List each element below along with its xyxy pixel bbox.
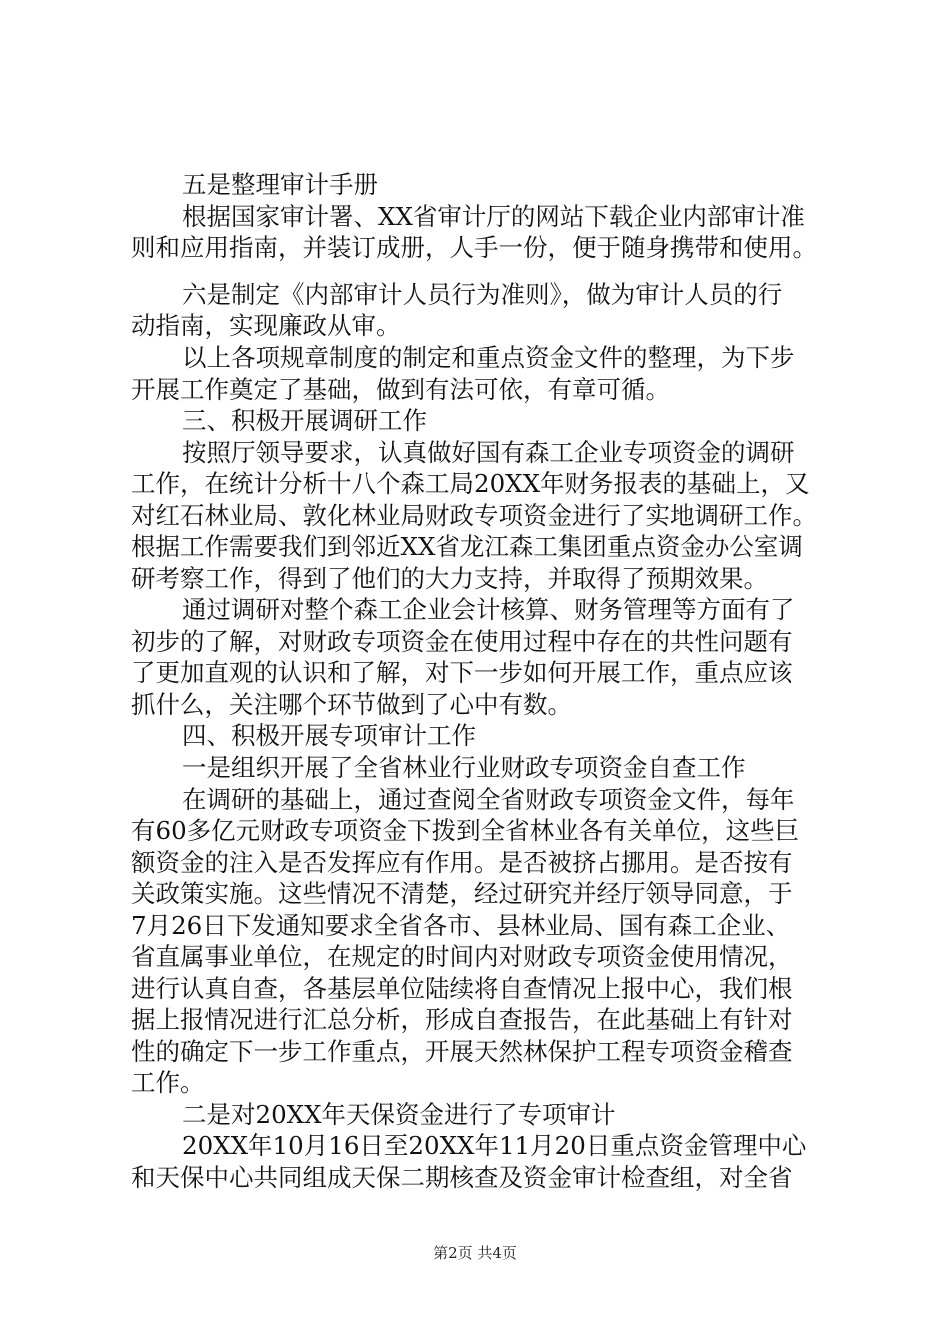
text-line: 工作。 bbox=[131, 1068, 205, 1097]
text-line: 在调研的基础上，通过查阅全省财政专项资金文件，每年 bbox=[182, 785, 795, 814]
text-line: 动指南，实现廉政从审。 bbox=[131, 311, 401, 340]
text-line: 六是制定《内部审计人员行为准则》，做为审计人员的行 bbox=[182, 280, 783, 309]
text-line: 五是整理审计手册 bbox=[182, 170, 378, 199]
text-line: 对红石林业局、敦化林业局财政专项资金进行了实地调研工作。 bbox=[131, 501, 817, 530]
text-line: 根据国家审计署、XX省审计厅的网站下载企业内部审计准 bbox=[182, 202, 805, 231]
text-line: 有60多亿元财政专项资金下拨到全省林业各有关单位，这些巨 bbox=[131, 816, 800, 845]
section-heading: 三、积极开展调研工作 bbox=[182, 406, 427, 435]
text-line: 以上各项规章制度的制定和重点资金文件的整理，为下步 bbox=[182, 343, 795, 372]
text-line: 额资金的注入是否发挥应有作用。是否被挤占挪用。是否按有 bbox=[131, 848, 793, 877]
page-number-footer: 第2页 共4页 bbox=[433, 1244, 517, 1262]
text-line: 初步的了解，对财政专项资金在使用过程中存在的共性问题有 bbox=[131, 627, 793, 656]
text-line: 了更加直观的认识和了解，对下一步如何开展工作，重点应该 bbox=[131, 658, 793, 687]
section-heading: 四、积极开展专项审计工作 bbox=[182, 721, 476, 750]
text-line: 性的确定下一步工作重点，开展天然林保护工程专项资金稽查 bbox=[131, 1037, 793, 1066]
text-line: 和天保中心共同组成天保二期核查及资金审计检查组，对全省 bbox=[131, 1163, 793, 1192]
text-line: 通过调研对整个森工企业会计核算、财务管理等方面有了 bbox=[182, 595, 795, 624]
text-line: 省直属事业单位，在规定的时间内对财政专项资金使用情况， bbox=[131, 942, 793, 971]
text-line: 开展工作奠定了基础，做到有法可依，有章可循。 bbox=[131, 375, 670, 404]
text-line: 7月26日下发通知要求全省各市、县林业局、国有森工企业、 bbox=[131, 911, 791, 940]
text-line: 按照厅领导要求，认真做好国有森工企业专项资金的调研 bbox=[182, 438, 795, 467]
text-line: 关政策实施。这些情况不清楚，经过研究并经厅领导同意，于 bbox=[131, 879, 793, 908]
text-line: 研考察工作，得到了他们的大力支持，并取得了预期效果。 bbox=[131, 564, 768, 593]
text-line: 二是对20XX年天保资金进行了专项审计 bbox=[182, 1100, 616, 1129]
text-line: 据上报情况进行汇总分析，形成自查报告，在此基础上有针对 bbox=[131, 1005, 793, 1034]
text-line: 一是组织开展了全省林业行业财政专项资金自查工作 bbox=[182, 753, 746, 782]
text-line: 抓什么，关注哪个环节做到了心中有数。 bbox=[131, 690, 572, 719]
text-line: 工作，在统计分析十八个森工局20XX年财务报表的基础上，又 bbox=[131, 469, 810, 498]
text-line: 根据工作需要我们到邻近XX省龙江森工集团重点资金办公室调 bbox=[131, 532, 803, 561]
text-line: 20XX年10月16日至20XX年11月20日重点资金管理中心 bbox=[182, 1131, 807, 1160]
text-line: 进行认真自查，各基层单位陆续将自查情况上报中心，我们根 bbox=[131, 974, 793, 1003]
text-line: 则和应用指南，并装订成册，人手一份，便于随身携带和使用。 bbox=[131, 233, 817, 262]
